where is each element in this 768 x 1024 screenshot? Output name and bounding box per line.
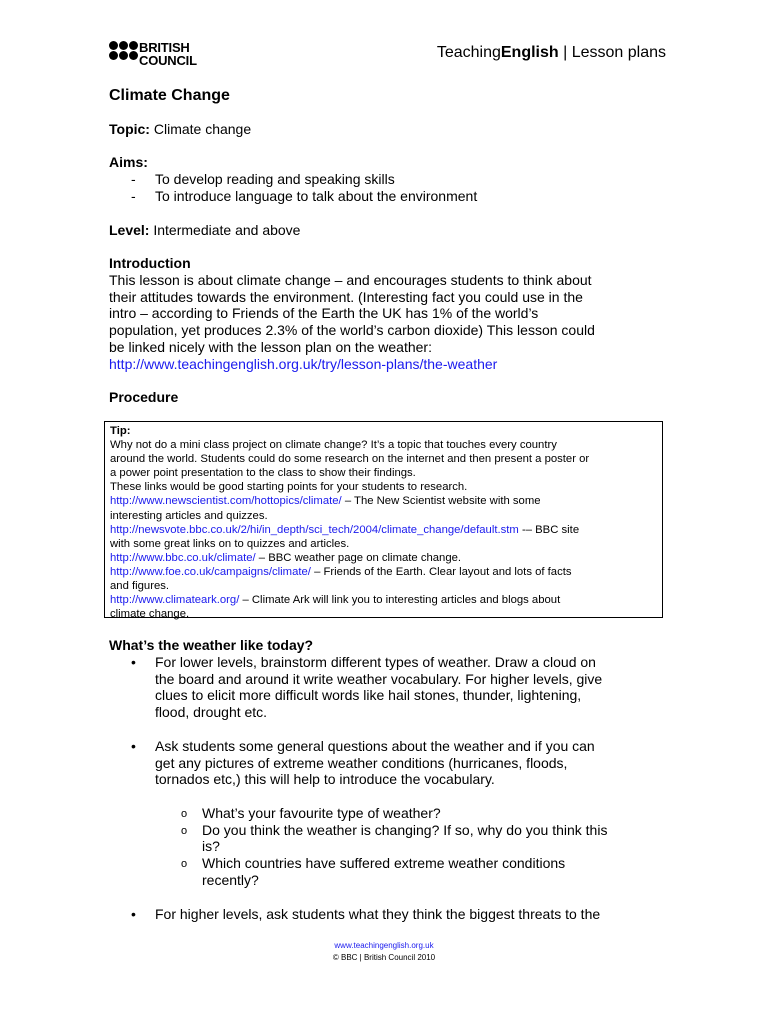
newscientist-link[interactable]: http://www.newscientist.com/hottopics/climate/ bbox=[110, 495, 342, 508]
footer-copyright: © BBC | British Council 2010 bbox=[332, 953, 436, 962]
tip-link-row: http://www.newscientist.com/hottopics/climate/ – The New Scientist website with some bbox=[110, 495, 541, 508]
bullet-list bbox=[131, 906, 651, 923]
list-item: • For higher levels, ask students what they think the biggest threats to the bbox=[131, 906, 651, 923]
question-list bbox=[181, 805, 661, 889]
british-council-logo bbox=[109, 41, 219, 69]
list-item: • For lower levels, brainstorm different types of weather. Draw a cloud on the board and around it write weather vocabulary. For higher levels, give clues to elicit more difficult words like hail stones, thunder, lightening, flood, drought etc. bbox=[131, 654, 651, 721]
introduction-heading: Introduction bbox=[109, 255, 191, 271]
climateark-link[interactable]: http://www.climateark.org/ bbox=[110, 594, 240, 607]
tip-link-row: http://www.climateark.org/ – Climate Ark will link you to interesting articles and blogs about bbox=[110, 594, 561, 607]
level-line: Level: Intermediate and above bbox=[109, 222, 301, 238]
logo-text: BRITISH COUNCIL bbox=[139, 40, 197, 68]
procedure-heading: Procedure bbox=[109, 389, 179, 405]
tip-link-row: http://www.foe.co.uk/campaigns/climate/ – Friends of the Earth. Clear layout and lots of facts bbox=[110, 565, 572, 578]
list-item: o Do you think the weather is changing? If so, why do you think this is? bbox=[181, 822, 661, 855]
footer bbox=[0, 940, 768, 964]
weather-heading: What’s the weather like today? bbox=[109, 637, 314, 653]
weather-lesson-link[interactable]: http://www.teachingenglish.org.uk/try/lesson-plans/the-weather bbox=[109, 355, 498, 372]
tip-label: Tip: bbox=[110, 425, 131, 437]
bbc-newsvote-link[interactable]: http://newsvote.bbc.co.uk/2/hi/in_depth/sci_tech/2004/climate_change/default.stm bbox=[110, 523, 519, 536]
topic-line: Topic: Climate change bbox=[109, 121, 252, 137]
bullet-list bbox=[131, 654, 651, 721]
page-title: Climate Change bbox=[109, 87, 230, 104]
tip-box: Tip: Why not do a mini class project on climate change? It’s a topic that touches every country around the world. Students could do some research on the internet and then present a poster or a power point presentation to the class to show their findings. These links would be good starting points for your students to research. http://www.newscientist.com/hottopics/climate/ – The New Scientist website with some interesting articles and quizzes. http://newsvote.bbc.co.uk/2/hi/in_depth/sci_tech/2004/climate_change/default.stm -– BBC site with some great links on to quizzes and articles. http://www.bbc.co.uk/climate/ – BBC weather page on climate change. http://www.foe.co.uk/campaigns/climate/ – Friends of the Earth. Clear layout and lots of facts and figures. http://www.climateark.org/ – Climate Ark will link you to interesting articles and blogs about climate change. bbox=[104, 421, 663, 618]
list-item: o What’s your favourite type of weather? bbox=[181, 805, 661, 822]
bbc-climate-link[interactable]: http://www.bbc.co.uk/climate/ bbox=[110, 551, 256, 564]
introduction-body: This lesson is about climate change – and encourages students to think about their attitudes towards the environment. (Interesting fact you could use in the intro – according to Friends of the Earth the UK has 1% of the world’s population, yet produces 2.3% of the world’s carbon dioxide) This lesson could be linked nicely with the lesson plan on the weather: http://www.teachingenglish.org.uk/try/lesson-plans/the-weather bbox=[109, 272, 595, 372]
aims-heading: Aims: bbox=[109, 154, 148, 170]
logo-dots-icon bbox=[109, 41, 139, 69]
bullet-list bbox=[131, 738, 651, 788]
tip-link-row: http://newsvote.bbc.co.uk/2/hi/in_depth/sci_tech/2004/climate_change/default.stm -– BBC site bbox=[110, 523, 580, 536]
list-item: - To introduce language to talk about the environment bbox=[131, 188, 477, 205]
aims-list bbox=[131, 171, 477, 204]
list-item: • Ask students some general questions about the weather and if you can get any pictures of extreme weather conditions (hurricanes, floods, tornados etc,) this will help to introduce the vocabulary. bbox=[131, 738, 651, 788]
foe-link[interactable]: http://www.foe.co.uk/campaigns/climate/ bbox=[110, 565, 311, 578]
list-item: o Which countries have suffered extreme weather conditions recently? bbox=[181, 855, 661, 888]
list-item: - To develop reading and speaking skills bbox=[131, 171, 477, 188]
site-brand: TeachingEnglish | Lesson plans bbox=[436, 44, 666, 61]
footer-url-link[interactable]: www.teachingenglish.org.uk bbox=[334, 941, 434, 950]
tip-link-row: http://www.bbc.co.uk/climate/ – BBC weather page on climate change. bbox=[110, 551, 462, 564]
